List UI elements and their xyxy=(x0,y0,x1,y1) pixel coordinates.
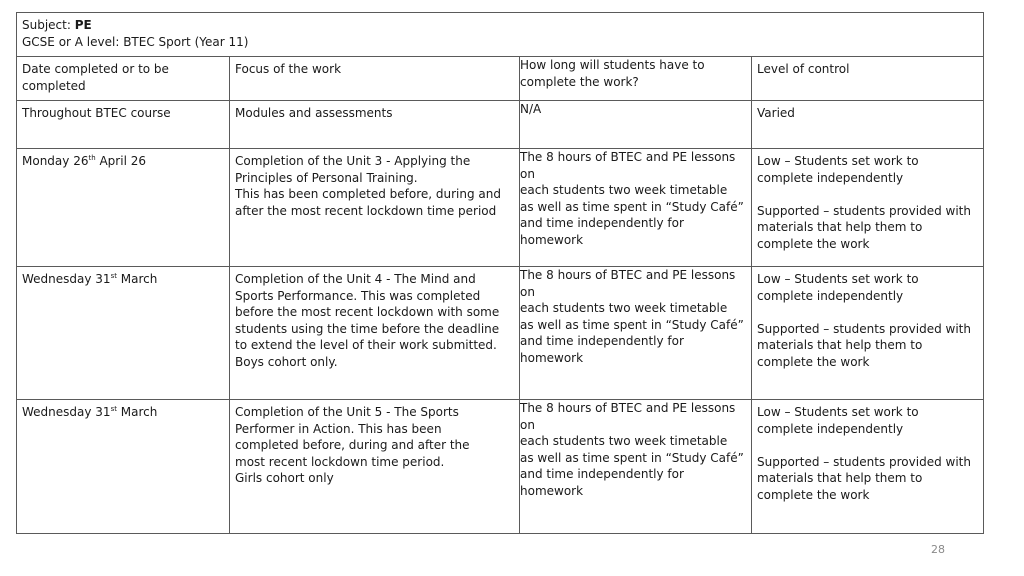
focus-cell-line: completed before, during and after the xyxy=(235,438,470,452)
control-cell-line: Varied xyxy=(757,106,795,120)
qualification-line: GCSE or A level: BTEC Sport (Year 11) xyxy=(22,35,249,49)
subject-line xyxy=(22,17,983,34)
focus-cell-line: most recent lockdown time period. xyxy=(235,454,445,469)
duration-cell-line: The 8 hours of BTEC and PE lessons on xyxy=(520,150,736,181)
duration-cell xyxy=(519,267,751,399)
focus-cell-line: This has been completed before, during and xyxy=(235,187,501,201)
focus-cell-line: Modules and assessments xyxy=(235,106,393,120)
date-text: Monday 26 xyxy=(22,154,89,168)
column-headers-row xyxy=(17,57,983,101)
column-header-focus: Focus of the work xyxy=(229,57,519,100)
table-header xyxy=(17,13,983,57)
column-header-control: Level of control xyxy=(751,57,983,100)
focus-cell-line: Completion of the Unit 5 - The Sports xyxy=(235,405,459,419)
duration-cell-line: as well as time spent in “Study Café” xyxy=(520,317,744,332)
control-cell-line: complete independently xyxy=(757,288,904,303)
focus-cell-line: students using the time before the deadline xyxy=(235,321,500,336)
duration-cell-line: as well as time spent in “Study Café” xyxy=(520,199,744,214)
page-number: 28 xyxy=(931,543,945,556)
duration-cell-line: each students two week timetable xyxy=(520,434,728,448)
duration-cell-line: homework xyxy=(520,483,584,498)
curriculum-table xyxy=(16,12,984,534)
date-cell xyxy=(17,149,229,266)
duration-cell-line: homework xyxy=(520,232,584,247)
duration-cell-line: and time independently for xyxy=(520,216,684,230)
paragraph-gap xyxy=(757,186,979,203)
date-ordinal-suffix: st xyxy=(110,272,117,280)
duration-cell-line: The 8 hours of BTEC and PE lessons on xyxy=(520,268,736,299)
focus-cell-line: Completion of the Unit 3 - Applying the xyxy=(235,154,471,168)
focus-cell-line: Boys cohort only. xyxy=(235,354,338,369)
control-cell-line: Supported – students provided with xyxy=(757,203,971,218)
table-row xyxy=(17,149,983,267)
focus-cell-line: Performer in Action. This has been xyxy=(235,421,442,436)
control-cell-line: Supported – students provided with xyxy=(757,321,971,336)
duration-cell-line: as well as time spent in “Study Café” xyxy=(520,450,744,465)
column-header-duration: How long will students have to complete the work? xyxy=(519,57,751,100)
date-text-suffix: March xyxy=(116,272,158,286)
date-text: Wednesday 31 xyxy=(22,272,111,286)
date-text: Throughout BTEC course xyxy=(22,106,171,120)
duration-cell-line: and time independently for xyxy=(520,334,684,348)
focus-cell-line: to extend the level of their work submitted. xyxy=(235,338,497,352)
date-cell xyxy=(17,400,229,533)
focus-cell-line: after the most recent lockdown time period xyxy=(235,203,497,218)
duration-cell-line: The 8 hours of BTEC and PE lessons on xyxy=(520,401,736,432)
control-cell-line: Low – Students set work to xyxy=(757,154,919,168)
date-cell xyxy=(17,101,229,148)
date-cell xyxy=(17,267,229,399)
control-cell-line: materials that help them to xyxy=(757,471,923,485)
focus-cell xyxy=(229,267,519,399)
control-cell-line: materials that help them to xyxy=(757,220,923,234)
table-row xyxy=(17,101,983,149)
subject-value: PE xyxy=(74,18,92,32)
duration-cell-line: and time independently for xyxy=(520,467,684,481)
duration-cell-line: N/A xyxy=(520,102,542,116)
control-cell-line: Low – Students set work to xyxy=(757,405,919,419)
control-cell-line: Low – Students set work to xyxy=(757,272,919,286)
date-text-suffix: April 26 xyxy=(95,154,146,168)
paragraph-gap xyxy=(757,437,979,454)
date-ordinal-suffix: st xyxy=(110,405,117,413)
table-row xyxy=(17,267,983,400)
date-text-suffix: March xyxy=(116,405,158,419)
paragraph-gap xyxy=(757,304,979,321)
focus-cell xyxy=(229,101,519,148)
column-header-date: Date completed or to be completed xyxy=(22,62,169,93)
control-cell-line: complete independently xyxy=(757,421,904,436)
control-cell-line: complete the work xyxy=(757,354,870,369)
duration-cell-line: homework xyxy=(520,350,584,365)
control-cell xyxy=(751,267,983,399)
control-cell-line: Supported – students provided with xyxy=(757,454,971,469)
date-text: Wednesday 31 xyxy=(22,405,111,419)
focus-cell xyxy=(229,149,519,266)
control-cell-line: materials that help them to xyxy=(757,338,923,352)
duration-cell xyxy=(519,400,751,533)
duration-cell xyxy=(519,149,751,266)
date-ordinal-suffix: th xyxy=(88,154,96,162)
focus-cell-line: Principles of Personal Training. xyxy=(235,170,418,185)
duration-cell-line: each students two week timetable xyxy=(520,183,728,197)
duration-cell-line: each students two week timetable xyxy=(520,301,728,315)
control-cell-line: complete independently xyxy=(757,170,904,185)
duration-cell xyxy=(519,101,751,148)
focus-cell-line: before the most recent lockdown with some xyxy=(235,305,500,319)
control-cell xyxy=(751,101,983,148)
focus-cell-line: Girls cohort only xyxy=(235,471,334,485)
subject-label: Subject: xyxy=(22,18,75,32)
control-cell-line: complete the work xyxy=(757,236,870,251)
control-cell-line: complete the work xyxy=(757,487,870,502)
table-row xyxy=(17,400,983,533)
control-cell xyxy=(751,149,983,266)
focus-cell-line: Completion of the Unit 4 - The Mind and xyxy=(235,272,476,286)
control-cell xyxy=(751,400,983,533)
focus-cell xyxy=(229,400,519,533)
focus-cell-line: Sports Performance. This was completed xyxy=(235,288,481,303)
